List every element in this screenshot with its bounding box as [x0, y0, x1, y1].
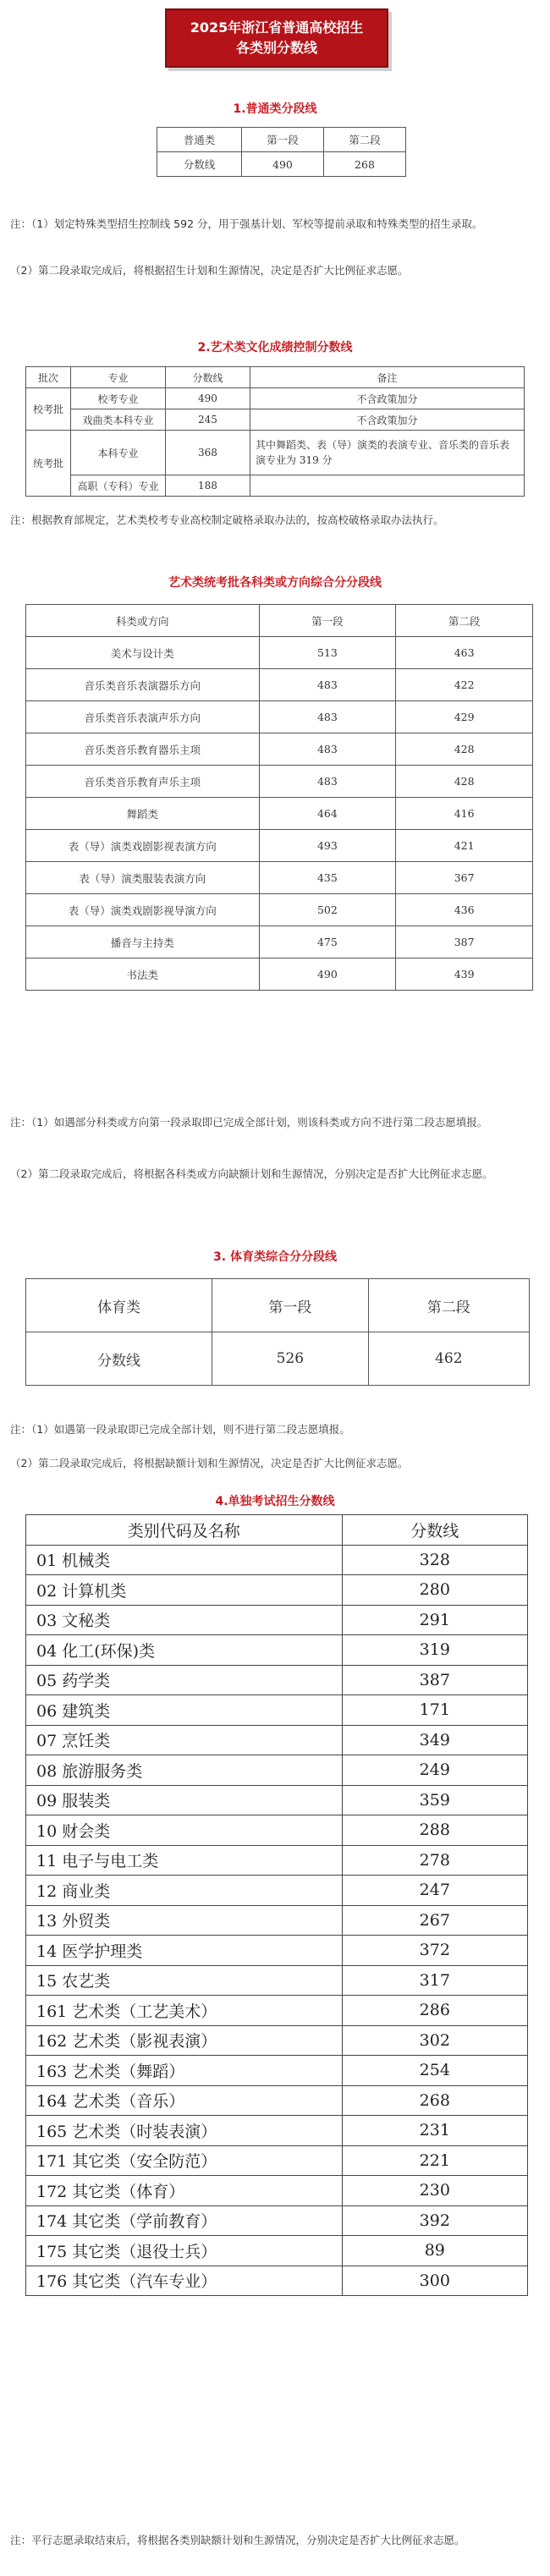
table-cell: 表（导）演类戏剧影视导演方向	[26, 894, 260, 926]
table-header-row	[26, 1515, 528, 1546]
table-cell: 备注	[250, 367, 525, 388]
table-row	[26, 1965, 528, 1996]
table-cell: 表（导）演类服装表演方向	[26, 862, 260, 894]
table-cell: 387	[342, 1665, 527, 1695]
table-cell: 221	[342, 2145, 527, 2176]
general-note-1: 注：（1）划定特殊类型招生控制线 592 分，用于强基计划、军校等提前录取和特殊类型的招生录取。	[10, 217, 483, 230]
table-row	[26, 958, 533, 991]
table-cell: 367	[396, 862, 533, 894]
table-row	[26, 1695, 528, 1726]
table-row	[26, 1845, 528, 1876]
table-row	[26, 2145, 528, 2176]
table-cell: 第一段	[241, 128, 323, 152]
table-row	[26, 733, 533, 766]
table-cell: 422	[396, 669, 533, 701]
table-cell: 247	[342, 1876, 527, 1906]
section-sports-heading: 3. 体育类综合分分段线	[213, 1250, 337, 1264]
title-banner	[165, 8, 388, 68]
table-cell: 428	[396, 766, 533, 798]
table-cell: 319	[342, 1635, 527, 1666]
table-cell: 162 艺术类（影视表演）	[26, 2025, 343, 2056]
table-row	[26, 1905, 528, 1936]
table-cell: 03 文秘类	[26, 1605, 343, 1635]
table-cell: 04 化工(环保)类	[26, 1635, 343, 1666]
table-cell: 11 电子与电工类	[26, 1845, 343, 1876]
table-cell: 462	[368, 1332, 529, 1386]
table-cell: 校考专业	[71, 388, 166, 409]
table-cell: 439	[396, 958, 533, 991]
table-cell: 328	[342, 1545, 527, 1575]
table-row	[26, 1785, 528, 1815]
table-cell: 02 计算机类	[26, 1575, 343, 1606]
table-cell: 368	[165, 431, 250, 475]
table-row	[26, 798, 533, 830]
table-row	[26, 830, 533, 862]
table-cell: 475	[259, 926, 396, 958]
table-row	[26, 388, 525, 409]
table-row	[26, 409, 525, 431]
section-art-exam-heading: 艺术类统考批各科类或方向综合分分段线	[168, 576, 382, 590]
table-cell: 本科专业	[71, 431, 166, 475]
table-cell: 第一段	[212, 1279, 368, 1332]
table-cell: 舞蹈类	[26, 798, 260, 830]
table-row	[26, 1635, 528, 1666]
table-cell: 300	[342, 2266, 527, 2296]
table-cell: 表（导）演类戏剧影视表演方向	[26, 830, 260, 862]
table-row	[26, 637, 533, 669]
table-row	[26, 2205, 528, 2236]
table-cell: 230	[342, 2176, 527, 2206]
table-cell: 526	[212, 1332, 368, 1386]
table-cell: 493	[259, 830, 396, 862]
table-cell: 286	[342, 1996, 527, 2026]
table-cell: 483	[259, 733, 396, 766]
table-row	[26, 2176, 528, 2206]
sports-note-1: 注：（1）如遇第一段录取即已完成全部计划，则不进行第二段志愿填报。	[10, 1423, 350, 1436]
table-cell: 483	[259, 669, 396, 701]
table-cell: 249	[342, 1755, 527, 1786]
table-row	[26, 1815, 528, 1846]
art-culture-note: 注：根据教育部规定，艺术类校考专业高校制定破格录取办法的，按高校破格录取办法执行。	[10, 514, 444, 526]
table-cell: 音乐类音乐教育器乐主项	[26, 733, 260, 766]
table-cell-batch: 统考批	[26, 431, 71, 497]
table-cell: 播音与主持类	[26, 926, 260, 958]
table-row	[26, 2266, 528, 2296]
table-row	[26, 1755, 528, 1786]
table-cell: 89	[342, 2236, 527, 2266]
table-cell: 268	[342, 2085, 527, 2116]
table-cell: 171	[342, 1695, 527, 1726]
table-cell: 第二段	[396, 605, 533, 637]
table-cell: 245	[165, 409, 250, 431]
table-cell: 359	[342, 1785, 527, 1815]
table-row	[26, 1936, 528, 1966]
table-cell: 435	[259, 862, 396, 894]
table-cell: 172 其它类（体育）	[26, 2176, 343, 2206]
table-cell: 164 艺术类（音乐）	[26, 2085, 343, 2116]
table-cell-batch: 校考批	[26, 388, 71, 431]
table-cell: 分数线	[165, 367, 250, 388]
table-cell: 01 机械类	[26, 1545, 343, 1575]
table-cell: 174 其它类（学前教育）	[26, 2205, 343, 2236]
table-row	[26, 669, 533, 701]
table-row	[26, 431, 525, 475]
table-cell: 07 烹饪类	[26, 1725, 343, 1755]
section-art-culture-heading: 2.艺术类文化成绩控制分数线	[197, 341, 353, 354]
table-row	[26, 1575, 528, 1606]
art-exam-note-2: （2）第二段录取完成后，将根据各科类或方向缺额计划和生源情况，分别决定是否扩大比例征求志愿。	[10, 1167, 493, 1180]
table-cell: 161 艺术类（工艺美术）	[26, 1996, 343, 2026]
table-cell: 音乐类音乐表演器乐方向	[26, 669, 260, 701]
table-cell: 12 商业类	[26, 1876, 343, 1906]
single-table	[25, 1514, 528, 2296]
table-cell: 267	[342, 1905, 527, 1936]
table-cell: 372	[342, 1936, 527, 1966]
table-cell: 436	[396, 894, 533, 926]
table-cell: 15 农艺类	[26, 1965, 343, 1996]
table-cell: 分数线	[26, 1332, 212, 1386]
section-single-heading: 4.单独考试招生分数线	[215, 1495, 335, 1508]
table-cell: 254	[342, 2056, 527, 2086]
table-cell: 302	[342, 2025, 527, 2056]
sports-table	[25, 1278, 530, 1386]
table-cell: 165 艺术类（时装表演）	[26, 2116, 343, 2146]
table-cell: 428	[396, 733, 533, 766]
table-cell: 392	[342, 2205, 527, 2236]
table-cell: 288	[342, 1815, 527, 1846]
table-cell: 14 医学护理类	[26, 1936, 343, 1966]
table-cell: 美术与设计类	[26, 637, 260, 669]
table-cell: 163 艺术类（舞蹈）	[26, 2056, 343, 2086]
general-note-2: （2）第二段录取完成后，将根据招生计划和生源情况，决定是否扩大比例征求志愿。	[10, 264, 409, 277]
table-cell: 502	[259, 894, 396, 926]
table-cell: 专业	[71, 367, 166, 388]
table-row	[26, 862, 533, 894]
table-cell: 490	[165, 388, 250, 409]
table-cell: 175 其它类（退役士兵）	[26, 2236, 343, 2266]
table-row	[26, 1545, 528, 1575]
table-cell: 不含政策加分	[250, 409, 525, 431]
single-note: 注：平行志愿录取结束后，将根据各类别缺额计划和生源情况，分别决定是否扩大比例征求志愿。	[10, 2534, 465, 2546]
table-cell: 06 建筑类	[26, 1695, 343, 1726]
table-cell: 08 旅游服务类	[26, 1755, 343, 1786]
table-cell: 类别代码及名称	[26, 1515, 343, 1546]
table-row	[26, 1725, 528, 1755]
sports-note-2: （2）第二段录取完成后，将根据缺额计划和生源情况，决定是否扩大比例征求志愿。	[10, 1457, 409, 1469]
table-row	[26, 1996, 528, 2026]
title-line2: 各类别分数线	[235, 40, 317, 56]
table-cell: 483	[259, 701, 396, 733]
section-general-heading: 1.普通类分段线	[233, 102, 317, 116]
table-cell: 416	[396, 798, 533, 830]
table-cell: 188	[165, 475, 250, 497]
table-row	[26, 2236, 528, 2266]
table-cell: 书法类	[26, 958, 260, 991]
table-cell: 268	[323, 152, 405, 177]
table-row	[26, 1876, 528, 1906]
table-row	[157, 152, 406, 177]
table-cell: 不含政策加分	[250, 388, 525, 409]
table-header-row	[157, 128, 406, 152]
table-header-row	[26, 367, 525, 388]
table-cell: 普通类	[157, 128, 242, 152]
table-cell: 分数线	[157, 152, 242, 177]
general-table	[157, 127, 406, 177]
table-row	[26, 2056, 528, 2086]
table-cell: 463	[396, 637, 533, 669]
table-header-row	[26, 605, 533, 637]
table-row	[26, 475, 525, 497]
table-cell: 10 财会类	[26, 1815, 343, 1846]
table-cell: 291	[342, 1605, 527, 1635]
table-cell: 第二段	[368, 1279, 529, 1332]
table-cell: 349	[342, 1725, 527, 1755]
table-cell: 体育类	[26, 1279, 212, 1332]
table-row	[26, 926, 533, 958]
table-cell: 513	[259, 637, 396, 669]
table-cell: 第一段	[259, 605, 396, 637]
table-row	[26, 2025, 528, 2056]
table-row	[26, 1332, 530, 1386]
table-cell: 171 其它类（安全防范）	[26, 2145, 343, 2176]
art-exam-note-1: 注：（1）如遇部分科类或方向第一段录取即已完成全部计划，则该科类或方向不进行第二段志愿填报。	[10, 1116, 488, 1129]
table-cell: 分数线	[342, 1515, 527, 1546]
title-line1: 2025年浙江省普通高校招生	[190, 19, 364, 36]
table-row	[26, 894, 533, 926]
table-cell: 278	[342, 1845, 527, 1876]
table-cell: 280	[342, 1575, 527, 1606]
table-row	[26, 2085, 528, 2116]
table-cell: 戏曲类本科专业	[71, 409, 166, 431]
table-cell: 音乐类音乐教育声乐主项	[26, 766, 260, 798]
table-cell: 第二段	[323, 128, 405, 152]
table-cell: 483	[259, 766, 396, 798]
table-cell: 421	[396, 830, 533, 862]
table-cell: 其中舞蹈类、表（导）演类的表演专业、音乐类的音乐表演专业为 319 分	[250, 431, 525, 475]
table-cell: 317	[342, 1965, 527, 1996]
table-row	[26, 1665, 528, 1695]
table-cell: 387	[396, 926, 533, 958]
table-cell: 231	[342, 2116, 527, 2146]
table-cell: 05 药学类	[26, 1665, 343, 1695]
table-header-row	[26, 1279, 530, 1332]
table-row	[26, 1605, 528, 1635]
table-cell: 176 其它类（汽车专业）	[26, 2266, 343, 2296]
table-cell: 13 外贸类	[26, 1905, 343, 1936]
art-exam-table	[25, 604, 533, 991]
table-row	[26, 701, 533, 733]
table-cell: 科类或方向	[26, 605, 260, 637]
table-cell: 批次	[26, 367, 71, 388]
table-cell	[250, 475, 525, 497]
art-culture-table	[25, 366, 525, 497]
table-row	[26, 2116, 528, 2146]
table-cell: 490	[259, 958, 396, 991]
table-cell: 音乐类音乐表演声乐方向	[26, 701, 260, 733]
table-cell: 高职（专科）专业	[71, 475, 166, 497]
table-cell: 464	[259, 798, 396, 830]
table-row	[26, 766, 533, 798]
table-cell: 490	[241, 152, 323, 177]
table-cell: 09 服装类	[26, 1785, 343, 1815]
table-cell: 429	[396, 701, 533, 733]
